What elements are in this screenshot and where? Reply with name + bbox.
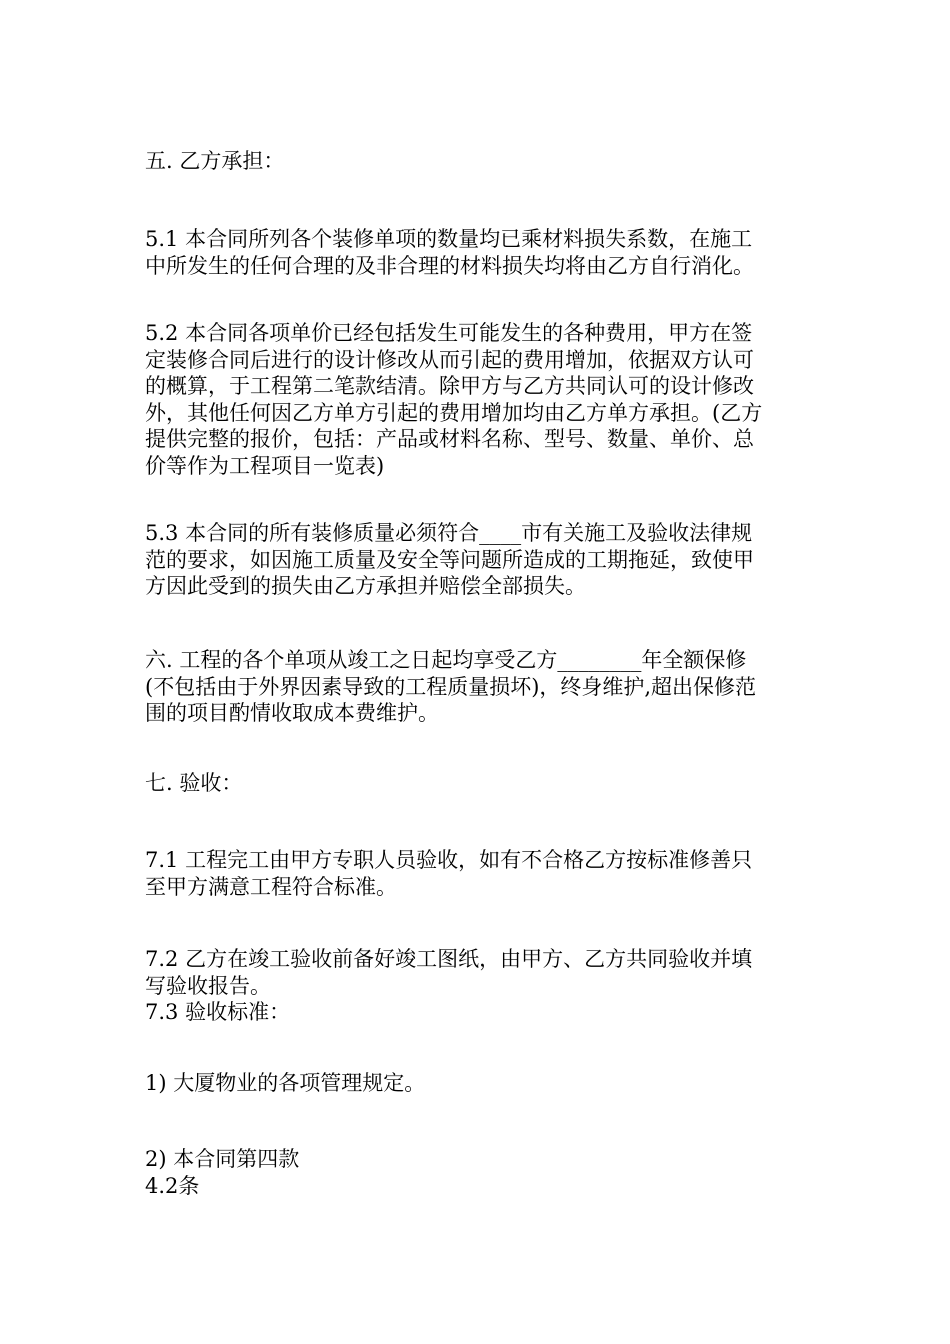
standard-item-2: 2) 本合同第四款 4.2条 — [145, 1147, 300, 1198]
section-6: 六. 工程的各个单项从竣工之日起均享受乙方________年全额保修 (不包括由于外界因素导致的工程质量损坏)，终身维护,超出保修范 围的项目酌情收取成本费维护。 — [145, 648, 757, 725]
clause-5-3: 5.3 本合同的所有装修质量必须符合____市有关施工及验收法律规 范的要求，如因施工质量及安全等问题所造成的工期拖延，致使甲 方因此受到的损失由乙方承担并赔偿全部损失。 — [145, 521, 754, 598]
section-7-heading: 七. 验收： — [145, 771, 243, 795]
standard-item-1: 1) 大厦物业的各项管理规定。 — [145, 1071, 426, 1095]
clause-5-2: 5.2 本合同各项单价已经包括发生可能发生的各种费用，甲方在签 定装修合同后进行的设计修改从而引起的费用增加，依据双方认可 的概算，于工程第二笔款结清。除甲方与乙方共同认可的设计修改 外，其他任何因乙方单方引起的费用增加均由乙方单方承担。(乙方 提供完整的报价，包括：产品或材料名称、型号、数量、单价、总 价等作为工程项目一览表) — [145, 321, 763, 478]
clause-7-2-and-7-3: 7.2 乙方在竣工验收前备好竣工图纸，由甲方、乙方共同验收并填 写验收报告。 7.3 验收标准： — [145, 947, 753, 1024]
clause-5-1: 5.1 本合同所列各个装修单项的数量均已乘材料损失系数，在施工 中所发生的任何合理的及非合理的材料损失均将由乙方自行消化。 — [145, 227, 754, 278]
clause-7-1: 7.1 工程完工由甲方专职人员验收，如有不合格乙方按标准修善只 至甲方满意工程符合标准。 — [145, 848, 753, 899]
section-5-heading: 五. 乙方承担： — [145, 149, 285, 173]
